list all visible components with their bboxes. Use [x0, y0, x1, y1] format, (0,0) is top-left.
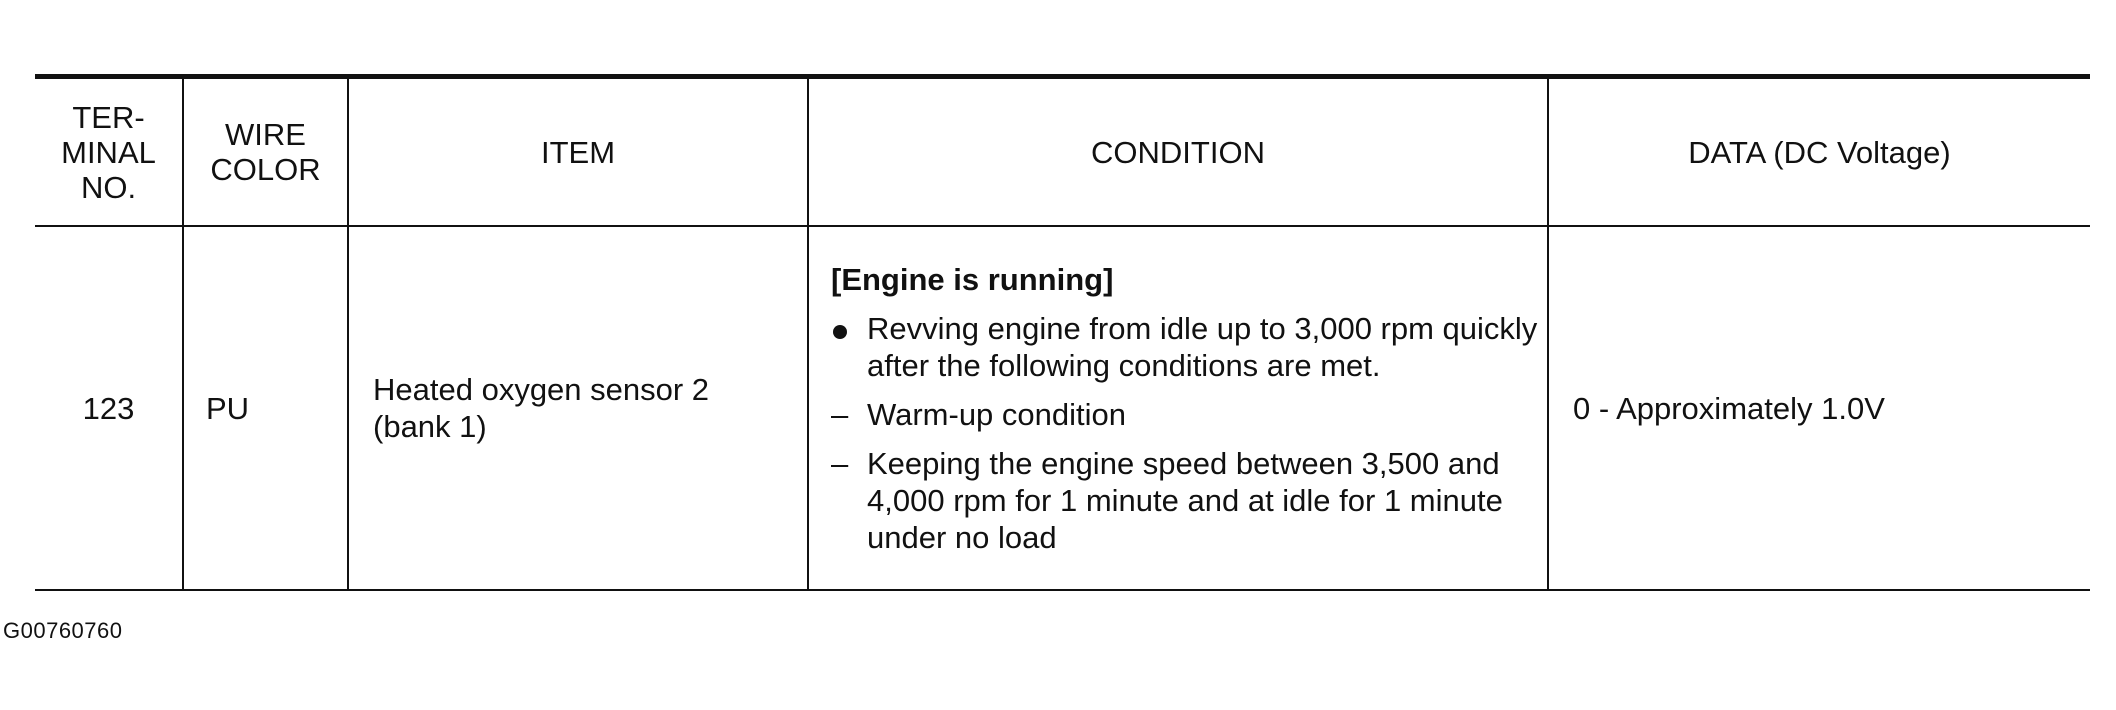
header-condition: CONDITION — [808, 77, 1548, 227]
dash-icon: – — [831, 396, 849, 432]
cell-item — [348, 226, 808, 590]
terminal-data-table — [35, 74, 2090, 591]
header-terminal-no-line: TER- — [72, 99, 145, 135]
condition-bullet-item — [831, 310, 1539, 384]
bullet-icon — [831, 310, 847, 347]
terminal-data-table-container — [35, 74, 2090, 591]
header-wire-color-line: COLOR — [210, 152, 321, 187]
cell-data-voltage: 0 - Approximately 1.0V — [1548, 226, 2090, 590]
condition-dash-item — [831, 396, 1539, 433]
cell-terminal-no: 123 — [82, 390, 135, 426]
header-data: DATA (DC Voltage) — [1548, 77, 2090, 227]
condition-title: [Engine is running] — [831, 261, 1114, 297]
cell-condition — [808, 226, 1548, 590]
dash-icon: – — [831, 445, 849, 481]
condition-dash-item — [831, 445, 1539, 556]
figure-code: G00760760 — [3, 618, 123, 643]
table-header-row — [35, 77, 2090, 227]
cell-item-line: (bank 1) — [373, 409, 487, 444]
cell-item-line: Heated oxygen sensor 2 — [373, 372, 710, 407]
header-terminal-no-line: MINAL — [61, 134, 156, 170]
header-item: ITEM — [348, 77, 808, 227]
header-wire-color — [183, 77, 348, 227]
header-terminal-no-line: NO. — [80, 169, 137, 205]
condition-line-text: Keeping the engine speed between 3,500 and 4,000 rpm for 1 minute and at idle for 1 minute under no load — [867, 445, 1503, 555]
header-terminal-no — [35, 77, 183, 227]
condition-line-text: Warm-up condition — [867, 396, 1127, 432]
condition-line-text: Revving engine from idle up to 3,000 rpm quickly after the following conditions are met. — [867, 310, 1538, 383]
cell-wire-color: PU — [183, 226, 348, 590]
header-wire-color-line: WIRE — [225, 117, 306, 152]
table-row — [35, 226, 2090, 590]
